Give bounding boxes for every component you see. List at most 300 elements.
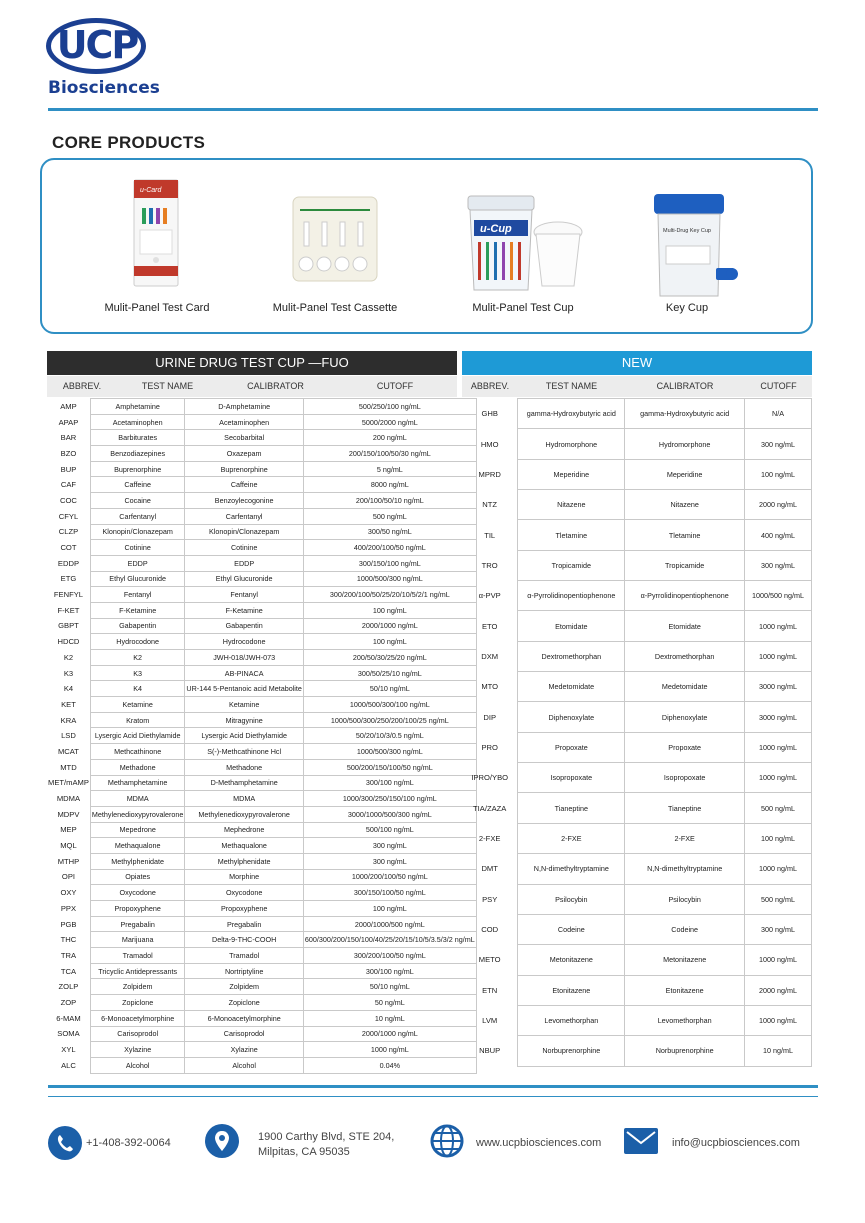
abbrev-cell: PPX (60, 903, 77, 913)
abbrev-cell: 6-MAM (56, 1013, 81, 1023)
cutoff-cell: 1000 ng/mL (303, 1042, 476, 1058)
cutoff-cell: 300/200/100/50 ng/mL (303, 948, 476, 964)
calibrator-cell: Zolpidem (185, 979, 303, 995)
cutoff-cell: 50/20/10/3/0.5 ng/mL (303, 728, 476, 744)
calibrator-cell: F-Ketamine (185, 602, 303, 618)
cup-brand-label: u-Cup (480, 223, 512, 235)
cutoff-cell: 1000 ng/mL (745, 611, 812, 641)
abbrev-cell: THC (60, 935, 77, 945)
table-row (462, 975, 812, 1005)
cutoff-cell: 300 ng/mL (745, 429, 812, 459)
cutoff-cell: 500/100 ng/mL (303, 822, 476, 838)
calibrator-cell: 6-Monoacetylmorphine (185, 1010, 303, 1026)
test-cup-image (462, 190, 586, 300)
table-row (47, 1010, 476, 1026)
test-name-cell: Lysergic Acid Diethylamide (90, 728, 185, 744)
abbrev-cell: TRO (481, 560, 498, 570)
cutoff-cell: 1000 ng/mL (745, 732, 812, 762)
table-row (47, 524, 476, 540)
table-row (462, 914, 812, 944)
test-name-cell: EDDP (90, 555, 185, 571)
table-row (462, 1005, 812, 1035)
abbrev-cell: HMO (480, 439, 499, 449)
cutoff-cell: 1000 ng/mL (745, 854, 812, 884)
cutoff-cell: 200/100/50/10 ng/mL (303, 493, 476, 509)
table-row (47, 555, 476, 571)
calibrator-cell: Morphine (185, 869, 303, 885)
abbrev-cell: DIP (483, 712, 497, 722)
cutoff-cell: 1000 ng/mL (745, 1005, 812, 1035)
table-row (47, 869, 476, 885)
abbrev-cell: MEP (60, 825, 77, 835)
col-cutoff: CUTOFF (376, 381, 414, 391)
calibrator-cell: Carisoprodol (185, 1026, 303, 1042)
test-name-cell: Nitazene (518, 490, 625, 520)
abbrev-cell: BAR (60, 433, 77, 443)
abbrev-cell: LSD (61, 731, 76, 741)
calibrator-cell: N,N-dimethyltryptamine (625, 854, 745, 884)
abbrev-cell: MPRD (478, 469, 501, 479)
table-row (47, 430, 476, 446)
abbrev-cell: COD (481, 925, 499, 935)
abbrev-cell: EDDP (57, 558, 80, 568)
test-name-cell: Gabapentin (90, 618, 185, 634)
cutoff-cell: 2000/1000 ng/mL (303, 1026, 476, 1042)
cutoff-cell: 300/50 ng/mL (303, 524, 476, 540)
col-abbrev: ABBREV. (470, 381, 510, 391)
table-row (462, 641, 812, 671)
abbrev-cell: ZOP (60, 997, 77, 1007)
product-caption: Mulit-Panel Test Cassette (272, 302, 398, 314)
cutoff-cell: 3000 ng/mL (745, 702, 812, 732)
test-name-cell: Hydrocodone (90, 634, 185, 650)
table-row (47, 618, 476, 634)
calibrator-cell: JWH-018/JWH-073 (185, 650, 303, 666)
cutoff-cell: N/A (745, 399, 812, 429)
abbrev-cell: F-KET (57, 605, 80, 615)
table-row (462, 399, 812, 429)
cutoff-cell: 1000 ng/mL (745, 763, 812, 793)
mail-icon (624, 1128, 658, 1154)
cutoff-cell: 500 ng/mL (303, 508, 476, 524)
test-name-cell: Levomethorphan (518, 1005, 625, 1035)
test-name-cell: Propoxate (518, 732, 625, 762)
calibrator-cell: Alcohol (185, 1057, 303, 1073)
cutoff-cell: 1000/500/300 ng/mL (303, 571, 476, 587)
table-row (47, 712, 476, 728)
table-row (47, 1057, 476, 1073)
table-row (47, 1026, 476, 1042)
test-name-cell: Zolpidem (90, 979, 185, 995)
table-row (462, 459, 812, 489)
right-table-header (462, 376, 812, 397)
calibrator-cell: Secobarbital (185, 430, 303, 446)
table-row (462, 550, 812, 580)
calibrator-cell: Metonitazene (625, 945, 745, 975)
abbrev-cell: PRO (481, 742, 498, 752)
abbrev-cell: DXM (481, 651, 499, 661)
abbrev-cell: PSY (482, 894, 498, 904)
abbrev-cell: DMT (481, 864, 498, 874)
cutoff-cell: 50/10 ng/mL (303, 979, 476, 995)
cutoff-cell: 300 ng/mL (303, 838, 476, 854)
calibrator-cell: Ketamine (185, 697, 303, 713)
calibrator-cell: Delta-9-THC-COOH (185, 932, 303, 948)
product-caption: Mulit-Panel Test Cup (472, 302, 574, 314)
table-row (47, 963, 476, 979)
cutoff-cell: 100 ng/mL (303, 634, 476, 650)
table-row (47, 681, 476, 697)
abbrev-cell: KET (61, 699, 76, 709)
table-row (47, 650, 476, 666)
right-table-title: NEW (462, 351, 812, 375)
cutoff-cell: 300/200/100/50/25/20/10/5/2/1 ng/mL (303, 587, 476, 603)
footer-phone[interactable]: +1-408-392-0064 (86, 1137, 171, 1149)
calibrator-cell: Dextromethorphan (625, 641, 745, 671)
calibrator-cell: Methadone (185, 759, 303, 775)
cutoff-cell: 300/150/100 ng/mL (303, 555, 476, 571)
calibrator-cell: Ethyl Glucuronide (185, 571, 303, 587)
abbrev-cell: GHB (481, 409, 498, 419)
table-row (47, 806, 476, 822)
cutoff-cell: 1000/300/250/150/100 ng/mL (303, 791, 476, 807)
abbrev-cell: AMP (60, 401, 77, 411)
table-row (47, 822, 476, 838)
test-name-cell: Codeine (518, 914, 625, 944)
abbrev-cell: HDCD (57, 637, 80, 647)
calibrator-cell: Acetaminophen (185, 414, 303, 430)
cutoff-cell: 50/10 ng/mL (303, 681, 476, 697)
abbrev-cell: COT (60, 543, 77, 553)
calibrator-cell: Caffeine (185, 477, 303, 493)
abbrev-cell: CLZP (58, 527, 79, 537)
calibrator-cell: Propoxyphene (185, 901, 303, 917)
calibrator-cell: Psilocybin (625, 884, 745, 914)
test-name-cell: Buprenorphine (90, 461, 185, 477)
calibrator-cell: Medetomidate (625, 672, 745, 702)
table-row (462, 490, 812, 520)
calibrator-cell: Codeine (625, 914, 745, 944)
table-row (47, 932, 476, 948)
test-name-cell: Diphenoxylate (518, 702, 625, 732)
table-row (462, 581, 812, 611)
cutoff-cell: 100 ng/mL (745, 459, 812, 489)
table-row (47, 414, 476, 430)
core-products-panel (40, 158, 813, 334)
top-divider (48, 108, 818, 111)
test-name-cell: MDMA (90, 791, 185, 807)
calibrator-cell: Nortriptyline (185, 963, 303, 979)
test-name-cell: Methcathinone (90, 744, 185, 760)
cutoff-cell: 10 ng/mL (745, 1036, 812, 1066)
calibrator-cell: gamma-Hydroxybutyric acid (625, 399, 745, 429)
test-card-image (132, 178, 182, 290)
calibrator-cell: Fentanyl (185, 587, 303, 603)
left-table-title: URINE DRUG TEST CUP —FUO (47, 351, 457, 375)
calibrator-cell: UR-144 5-Pentanoic acid Metabolite (185, 681, 303, 697)
phone-icon (48, 1126, 82, 1160)
calibrator-cell: Tianeptine (625, 793, 745, 823)
test-name-cell: gamma-Hydroxybutyric acid (518, 399, 625, 429)
cutoff-cell: 200 ng/mL (303, 430, 476, 446)
cutoff-cell: 300 ng/mL (745, 914, 812, 944)
table-row (47, 508, 476, 524)
calibrator-cell: Methaqualone (185, 838, 303, 854)
abbrev-cell: ETG (60, 574, 77, 584)
calibrator-cell: Diphenoxylate (625, 702, 745, 732)
abbrev-cell: TCA (60, 966, 77, 976)
cutoff-cell: 0.04% (303, 1057, 476, 1073)
table-row (462, 520, 812, 550)
abbrev-cell: PGB (60, 919, 77, 929)
test-name-cell: Acetaminophen (90, 414, 185, 430)
table-row (47, 948, 476, 964)
cutoff-cell: 100 ng/mL (303, 901, 476, 917)
logo-text: UCP (56, 23, 138, 67)
test-name-cell: Psilocybin (518, 884, 625, 914)
table-row (47, 446, 476, 462)
abbrev-cell: MDMA (56, 794, 81, 804)
test-name-cell: Barbiturates (90, 430, 185, 446)
table-row (47, 744, 476, 760)
test-name-cell: Methaqualone (90, 838, 185, 854)
calibrator-cell: Hydrocodone (185, 634, 303, 650)
table-row (462, 793, 812, 823)
table-row (47, 493, 476, 509)
col-calibrator: CALIBRATOR (656, 381, 714, 391)
cutoff-cell: 400/200/100/50 ng/mL (303, 540, 476, 556)
test-name-cell: 2-FXE (518, 823, 625, 853)
test-name-cell: K3 (90, 665, 185, 681)
cutoff-cell: 1000/500 ng/mL (745, 581, 812, 611)
test-name-cell: Methylphenidate (90, 853, 185, 869)
cutoff-cell: 100 ng/mL (745, 823, 812, 853)
cutoff-cell: 3000 ng/mL (745, 672, 812, 702)
abbrev-cell: OPI (61, 872, 75, 882)
calibrator-cell: D-Methamphetamine (185, 775, 303, 791)
test-name-cell: Cotinine (90, 540, 185, 556)
col-test-name: TEST NAME (545, 381, 598, 391)
calibrator-cell: Gabapentin (185, 618, 303, 634)
cutoff-cell: 50 ng/mL (303, 995, 476, 1011)
abbrev-cell: CFYL (58, 511, 79, 521)
calibrator-cell: Etonitazene (625, 975, 745, 1005)
cutoff-cell: 400 ng/mL (745, 520, 812, 550)
abbrev-cell: FENFYL (53, 590, 84, 600)
table-row (462, 702, 812, 732)
abbrev-cell: TIL (484, 530, 496, 540)
abbrev-cell: BZO (60, 448, 77, 458)
cutoff-cell: 8000 ng/mL (303, 477, 476, 493)
footer-website[interactable]: www.ucpbiosciences.com (476, 1137, 602, 1149)
table-row (47, 759, 476, 775)
calibrator-cell: α-Pyrrolidinopentiophenone (625, 581, 745, 611)
test-name-cell: Oxycodone (90, 885, 185, 901)
right-drug-table (462, 398, 812, 1067)
location-icon (205, 1124, 239, 1158)
abbrev-cell: CAF (60, 480, 77, 490)
cutoff-cell: 100 ng/mL (303, 602, 476, 618)
calibrator-cell: Meperidine (625, 459, 745, 489)
test-name-cell: Carisoprodol (90, 1026, 185, 1042)
test-name-cell: Klonopin/Clonazepam (90, 524, 185, 540)
calibrator-cell: D-Amphetamine (185, 399, 303, 415)
cutoff-cell: 300/100 ng/mL (303, 963, 476, 979)
abbrev-cell: METO (478, 955, 501, 965)
test-name-cell: Benzodiazepines (90, 446, 185, 462)
product-caption: Key Cup (665, 302, 709, 314)
cutoff-cell: 300 ng/mL (745, 550, 812, 580)
cutoff-cell: 2000 ng/mL (745, 490, 812, 520)
test-name-cell: Methylenedioxypyrovalerone (90, 806, 185, 822)
cutoff-cell: 2000/1000 ng/mL (303, 618, 476, 634)
test-name-cell: Mepedrone (90, 822, 185, 838)
col-test-name: TEST NAME (141, 381, 194, 391)
calibrator-cell: Mitragynine (185, 712, 303, 728)
abbrev-cell: MET/mAMP (48, 778, 89, 788)
test-cassette-image (290, 194, 382, 284)
calibrator-cell: Klonopin/Clonazepam (185, 524, 303, 540)
cutoff-cell: 1000/500/300/100 ng/mL (303, 697, 476, 713)
cutoff-cell: 5 ng/mL (303, 461, 476, 477)
calibrator-cell: Tletamine (625, 520, 745, 550)
test-name-cell: Xylazine (90, 1042, 185, 1058)
calibrator-cell: Norbuprenorphine (625, 1036, 745, 1066)
abbrev-cell: SOMA (57, 1029, 80, 1039)
ucp-logo (44, 18, 160, 100)
test-name-cell: N,N-dimethyltryptamine (518, 854, 625, 884)
table-row (462, 823, 812, 853)
test-name-cell: Methamphetamine (90, 775, 185, 791)
col-cutoff: CUTOFF (760, 381, 797, 391)
calibrator-cell: MDMA (185, 791, 303, 807)
abbrev-cell: ETN (482, 985, 498, 995)
logo-subtitle: Biosciences (48, 78, 160, 98)
bottom-divider (48, 1085, 818, 1088)
abbrev-cell: MTO (481, 682, 499, 692)
calibrator-cell: Methylphenidate (185, 853, 303, 869)
test-name-cell: Etomidate (518, 611, 625, 641)
test-name-cell: Dextromethorphan (518, 641, 625, 671)
footer-address-line1: 1900 Carthy Blvd, STE 204, (258, 1131, 395, 1143)
cutoff-cell: 10 ng/mL (303, 1010, 476, 1026)
left-table-header (47, 376, 457, 397)
key-cup-label: Multi-Drug Key Cup (663, 228, 711, 234)
calibrator-cell: Buprenorphine (185, 461, 303, 477)
cutoff-cell: 2000/1000/500 ng/mL (303, 916, 476, 932)
test-name-cell: Isopropoxate (518, 763, 625, 793)
table-row (47, 838, 476, 854)
product-test-card[interactable] (102, 160, 212, 334)
test-name-cell: Alcohol (90, 1057, 185, 1073)
test-name-cell: Pregabalin (90, 916, 185, 932)
test-name-cell: Cocaine (90, 493, 185, 509)
calibrator-cell: 2-FXE (625, 823, 745, 853)
abbrev-cell: 2-FXE (478, 833, 501, 843)
abbrev-cell: IPRO/YBO (471, 773, 509, 783)
cutoff-cell: 600/300/200/150/100/40/25/20/15/10/5/3.5/3/2 ng/mL (303, 932, 476, 948)
calibrator-cell: Zopiclone (185, 995, 303, 1011)
test-name-cell: α-Pyrrolidinopentiophenone (518, 581, 625, 611)
footer-address-line2: Milpitas, CA 95035 (258, 1146, 350, 1158)
table-row (47, 791, 476, 807)
calibrator-cell: Mephedrone (185, 822, 303, 838)
abbrev-cell: NTZ (482, 500, 498, 510)
cutoff-cell: 500/250/100 ng/mL (303, 399, 476, 415)
abbrev-cell: LVM (482, 1016, 498, 1026)
test-name-cell: Tropicamide (518, 550, 625, 580)
cutoff-cell: 300/50/25/10 ng/mL (303, 665, 476, 681)
product-caption: Mulit-Panel Test Card (104, 302, 210, 314)
product-test-cassette[interactable] (266, 160, 404, 334)
abbrev-cell: K3 (63, 668, 74, 678)
table-row (47, 399, 476, 415)
key-cup-image (650, 190, 740, 302)
test-name-cell: Meperidine (518, 459, 625, 489)
calibrator-cell: Oxazepam (185, 446, 303, 462)
cutoff-cell: 300/100 ng/mL (303, 775, 476, 791)
abbrev-cell: GBPT (58, 621, 79, 631)
test-name-cell: Amphetamine (90, 399, 185, 415)
table-row (462, 763, 812, 793)
table-row (462, 884, 812, 914)
test-name-cell: Kratom (90, 712, 185, 728)
footer-email[interactable]: info@ucpbiosciences.com (672, 1137, 800, 1149)
calibrator-cell: AB-PINACA (185, 665, 303, 681)
calibrator-cell: Propoxate (625, 732, 745, 762)
col-calibrator: CALIBRATOR (247, 381, 304, 391)
calibrator-cell: Hydromorphone (625, 429, 745, 459)
cutoff-cell: 1000/500/300/250/200/100/25 ng/mL (303, 712, 476, 728)
test-name-cell: F-Ketamine (90, 602, 185, 618)
abbrev-cell: MQL (60, 841, 77, 851)
table-row (462, 1036, 812, 1066)
core-products-title: CORE PRODUCTS (52, 133, 206, 152)
calibrator-cell: Methylenedioxypyrovalerone (185, 806, 303, 822)
table-row (47, 697, 476, 713)
test-name-cell: Ketamine (90, 697, 185, 713)
table-row (462, 732, 812, 762)
abbrev-cell: K2 (63, 652, 74, 662)
test-name-cell: Carfentanyl (90, 508, 185, 524)
table-row (47, 461, 476, 477)
table-row (47, 916, 476, 932)
calibrator-cell: EDDP (185, 555, 303, 571)
globe-icon (430, 1124, 464, 1158)
card-brand-label: u-Card (140, 187, 162, 194)
test-name-cell: Zopiclone (90, 995, 185, 1011)
product-test-cup[interactable] (458, 160, 588, 334)
cutoff-cell: 3000/1000/500/300 ng/mL (303, 806, 476, 822)
table-row (47, 853, 476, 869)
table-row (47, 901, 476, 917)
abbrev-cell: MTHP (57, 856, 80, 866)
abbrev-cell: NBUP (479, 1046, 501, 1056)
product-key-cup[interactable] (642, 160, 732, 334)
cutoff-cell: 500 ng/mL (745, 884, 812, 914)
abbrev-cell: MTD (60, 762, 77, 772)
calibrator-cell: Isopropoxate (625, 763, 745, 793)
test-name-cell: Tianeptine (518, 793, 625, 823)
left-drug-table (47, 398, 477, 1074)
cutoff-cell: 300 ng/mL (303, 853, 476, 869)
cutoff-cell: 200/150/100/50/30 ng/mL (303, 446, 476, 462)
test-name-cell: Medetomidate (518, 672, 625, 702)
abbrev-cell: ETO (481, 621, 498, 631)
table-row (47, 979, 476, 995)
abbrev-cell: α-PVP (478, 591, 501, 601)
abbrev-cell: APAP (58, 417, 79, 427)
